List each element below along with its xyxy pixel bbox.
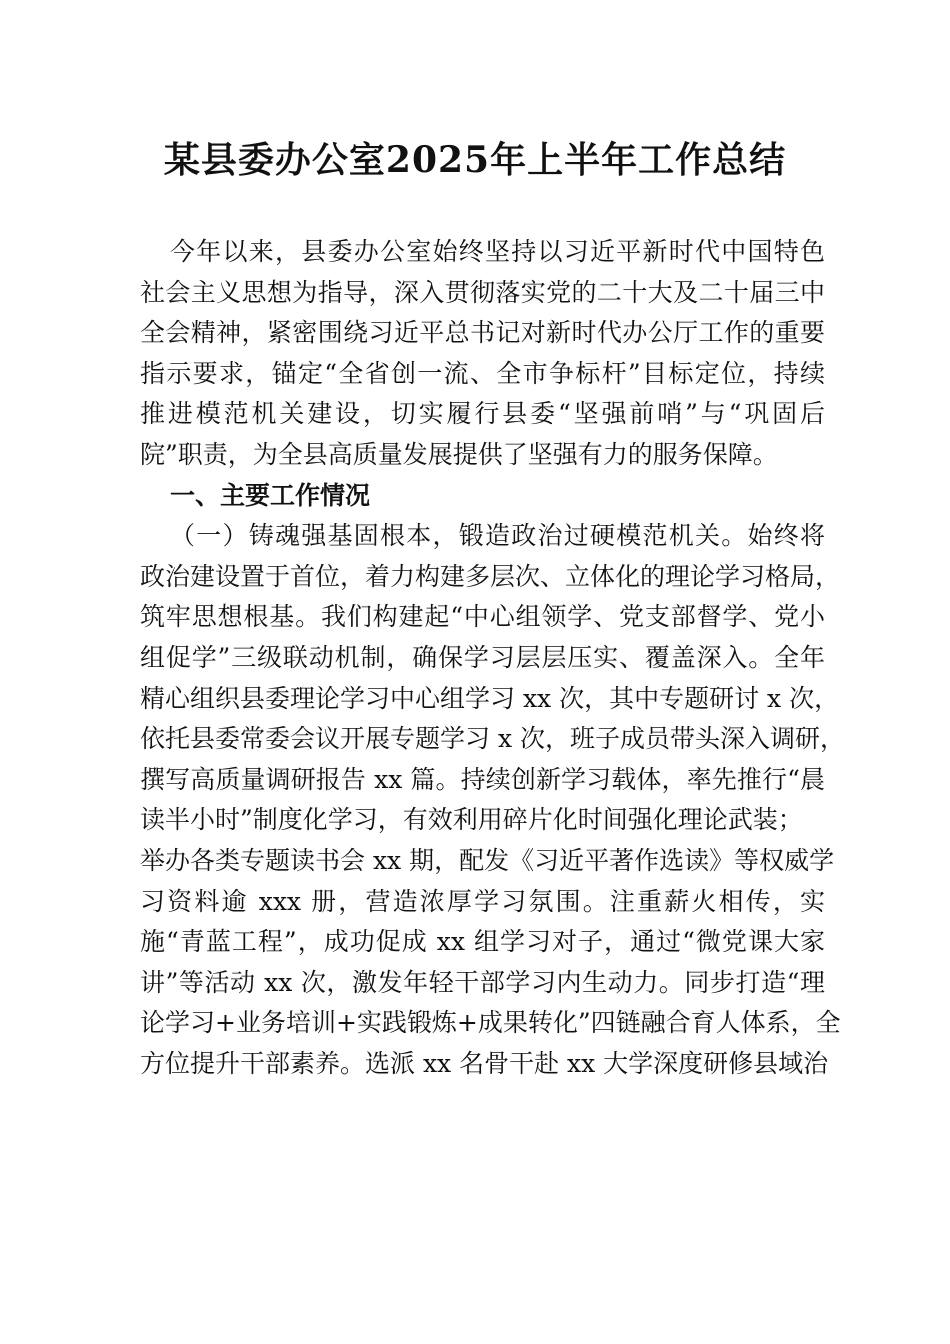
section-heading: 一、主要工作情况 (170, 480, 371, 510)
section1-line: 施“青蓝工程”，成功促成 xx 组学习对子，通过“微党课大家 (140, 927, 825, 957)
document-body (140, 232, 845, 1084)
section1-paragraph (140, 516, 845, 1084)
document-title: 某县委办公室2025年上半年工作总结 (163, 139, 787, 181)
section1-line: （一）铸魂强基固根本，锻造政治过硬模范机关。始终将 (170, 521, 825, 551)
section1-line: 读半小时”制度化学习，有效利用碎片化时间强化理论武装； (140, 805, 803, 835)
intro-line: 社会主义思想为指导，深入贯彻落实党的二十大及二十届三中 (140, 277, 825, 307)
section1-line: 组促学”三级联动机制，确保学习层层压实、覆盖深入。全年 (140, 642, 825, 672)
intro-line: 推进模范机关建设，切实履行县委“坚强前哨”与“巩固后 (140, 399, 825, 429)
section1-line: 撰写高质量调研报告 xx 篇。持续创新学习载体，率先推行“晨 (140, 764, 825, 794)
intro-line: 今年以来，县委办公室始终坚持以习近平新时代中国特色 (170, 237, 825, 266)
intro-line: 院”职责，为全县高质量发展提供了坚强有力的服务保障。 (140, 439, 778, 469)
intro-line: 全会精神，紧密围绕习近平总书记对新时代办公厅工作的重要 (140, 318, 825, 348)
section1-line: 政治建设置于首位，着力构建多层次、立体化的理论学习格局， (140, 561, 841, 591)
section1-line: 依托县委常委会议开展专题学习 x 次，班子成员带头深入调研， (140, 724, 845, 754)
section1-line: 精心组织县委理论学习中心组学习 xx 次，其中专题研讨 x 次， (140, 683, 840, 713)
section1-line: 方位提升干部素养。选派 xx 名骨干赴 xx 大学深度研修县域治 (140, 1048, 829, 1078)
intro-paragraph (140, 232, 825, 476)
section1-line: 举办各类专题读书会 xx 期，配发《习近平著作选读》等权威学 (140, 845, 835, 875)
section1-line: 论学习+业务培训+实践锻炼+成果转化”四链融合育人体系，全 (140, 1008, 841, 1038)
section1-line: 习资料逾 xxx 册，营造浓厚学习氛围。注重薪火相传，实 (140, 886, 825, 916)
intro-line: 指示要求，锚定“全省创一流、全市争标杆”目标定位，持续 (140, 358, 825, 388)
section1-line: 筑牢思想根基。我们构建起“中心组领学、党支部督学、党小 (140, 602, 825, 632)
section1-line: 讲”等活动 xx 次，激发年轻干部学习内生动力。同步打造“理 (140, 967, 825, 997)
